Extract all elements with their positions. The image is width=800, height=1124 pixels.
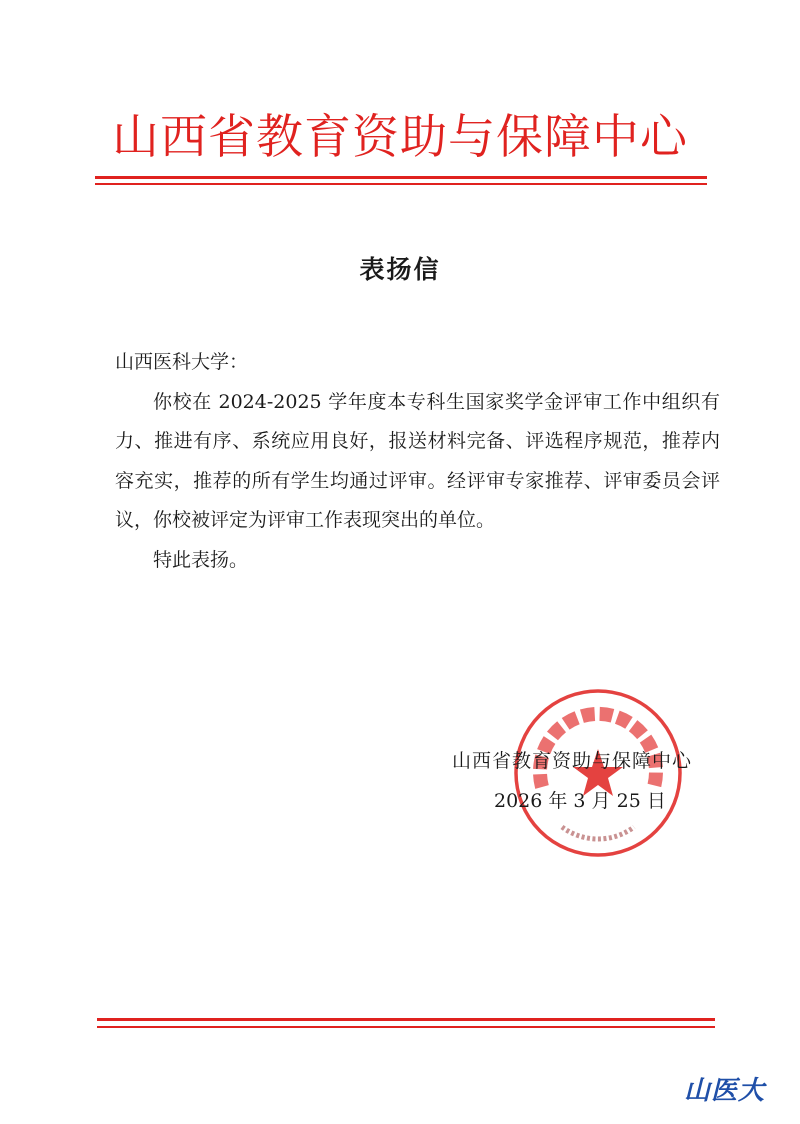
letterhead-rule-thick — [95, 176, 707, 179]
seal-number-arc — [562, 827, 634, 839]
signature-date: 2026 年 3 月 25 日 — [494, 790, 666, 812]
university-logo: 山医大 — [684, 1076, 766, 1106]
letterhead-rule-thin — [95, 183, 707, 185]
footer-rule-thick — [97, 1018, 715, 1021]
letterhead-title: 山西省教育资助与保障中心 — [112, 110, 688, 165]
signature-organization: 山西省教育资助与保障中心 — [452, 750, 693, 772]
body-paragraph: 你校在 2024-2025 学年度本专科生国家奖学金评审工作中组织有力、推进有序、系统应用良好，报送材料完备、评选程序规范，推荐内容充实，推荐的所有学生均通过评审。经评审专家推荐、评审委员会评议，你校被评定为评审工作表现突出的单位。 — [115, 390, 720, 531]
closing-paragraph: 特此表扬。 — [153, 548, 249, 571]
document-title: 表扬信 — [359, 255, 441, 284]
official-seal — [512, 687, 684, 859]
footer-rule-thin — [97, 1026, 715, 1028]
letter-body — [115, 343, 720, 580]
recipient: 山西医科大学： — [115, 351, 249, 373]
